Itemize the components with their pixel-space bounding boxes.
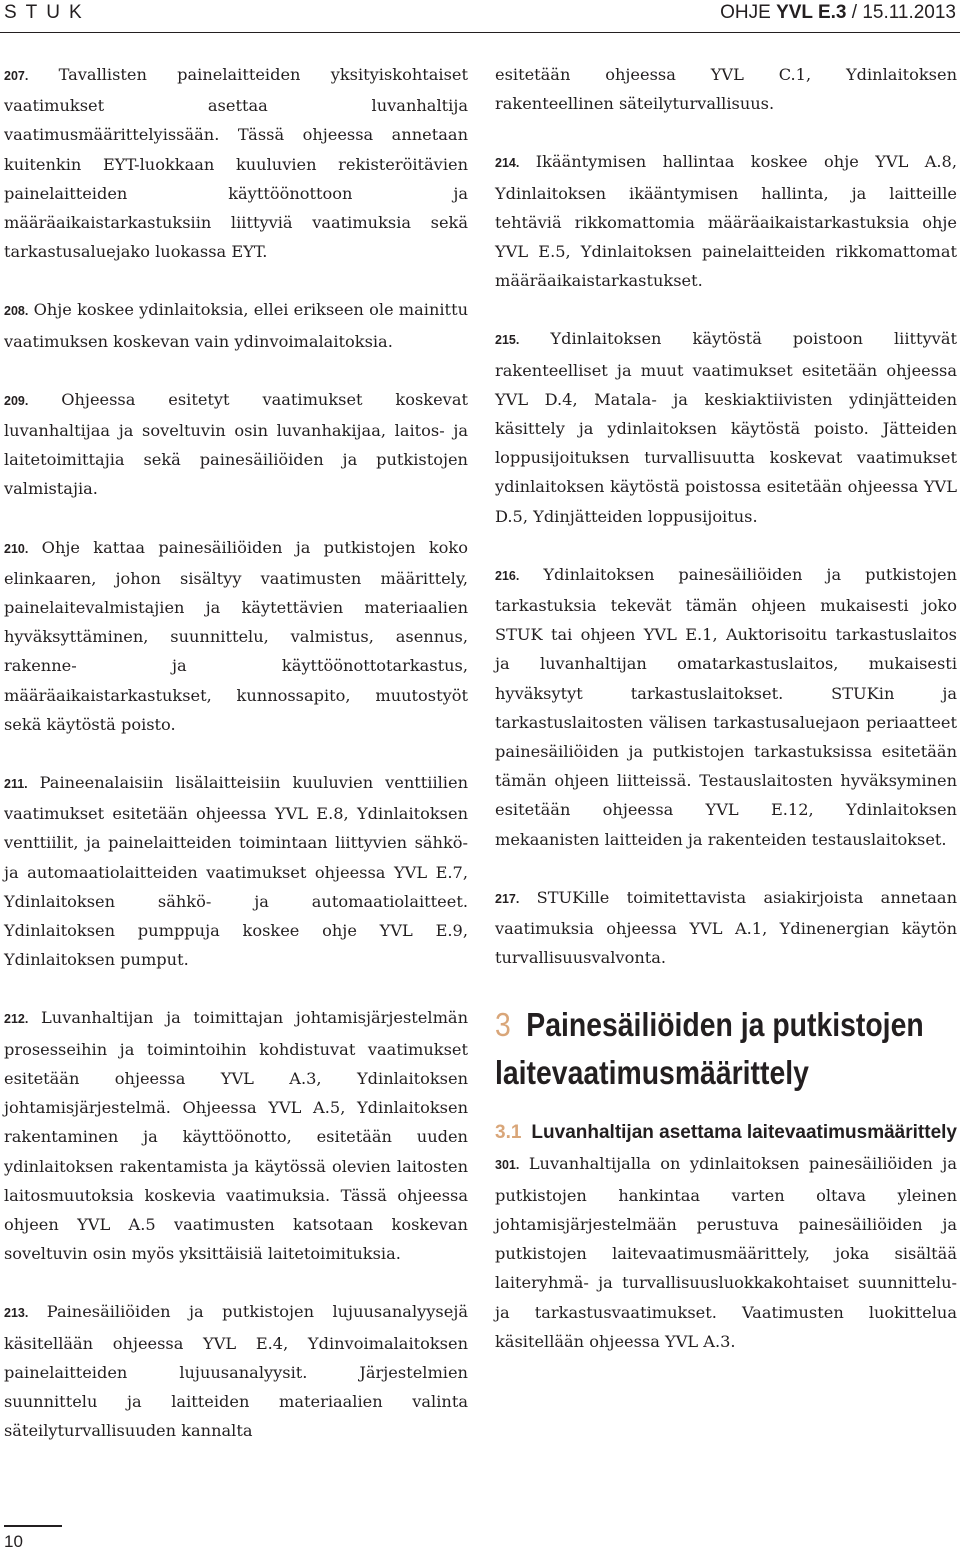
guide-reference: OHJE YVL E.3 / 15.11.2013 — [720, 2, 956, 23]
header-rule — [0, 32, 960, 33]
right-column — [495, 60, 957, 1385]
paragraph-text: Ohje kattaa painesäiliöiden ja putkistojen koko elinkaaren, johon sisältyy vaatimusten määrittely, painelaitevalmistajien ja käytettävien materiaalien hyväksyttäminen, suunnittelu, valmistus, asennus, rakenne- ja käyttöönottotarkastus, määräaikaistarkastukset, kunnossapito, muutostyöt sekä käytöstä poisto. — [4, 537, 468, 734]
page-number: 10 — [4, 1532, 23, 1551]
left-column — [4, 60, 468, 1474]
paragraph-number: 213. — [4, 1306, 29, 1321]
paragraph-text: esitetään ohjeessa YVL C.1, Ydinlaitoksen rakenteellinen säteilyturvallisuus. — [495, 65, 957, 114]
paragraph-text: Ikääntymisen hallintaa koskee ohje YVL A.8, Ydinlaitoksen ikääntymisen hallinta, ja laitteille tehtäviä rikkomattomia määräaikaistarkastuksia ohje YVL E.5, Ydinlaitoksen painelaitteiden rikkomattomat määräaikaistarkastukset. — [495, 152, 957, 291]
paragraph-text: Tavallisten painelaitteiden yksityiskohtaiset vaatimukset asettaa luvanhaltija vaatimusmäärittelyissään. Tässä ohjeessa annetaan kuitenkin EYT-luokkaan kuuluvien rekisteröitävien painelaitteiden käyttöönottoon ja määräaikaistarkastuksiin liittyviä vaatimuksia sekä tarkastusaluejako luokassa EYT. — [4, 65, 468, 262]
paragraph-214 — [495, 147, 957, 295]
paragraph-207 — [4, 60, 468, 266]
paragraph-216 — [495, 560, 957, 854]
guide-prefix: OHJE — [720, 2, 771, 23]
organization-name: STUK — [4, 2, 91, 23]
paragraph-213 — [4, 1297, 468, 1445]
paragraph-number: 207. — [4, 69, 29, 83]
paragraph-number: 214. — [495, 156, 520, 171]
paragraph-215 — [495, 324, 957, 530]
paragraph-number: 301. — [495, 1158, 520, 1173]
paragraph-text: Ohjeessa esitetyt vaatimukset koskevat luvanhaltijaa ja soveltuvin osin luvanhakijaa, laitos- ja laitetoimittajia sekä painesäiliöiden ja putkistojen valmistajia. — [4, 389, 468, 499]
paragraph-number: 215. — [495, 333, 520, 348]
paragraph-209 — [4, 385, 468, 504]
section-number: 3.1 — [495, 1122, 522, 1144]
paragraph-text: Ydinlaitoksen painesäiliöiden ja putkistojen tarkastuksia tekevät tämän ohjeen mukaisesti joko STUK tai ohjeen YVL E.1, Auktorisoitu tarkastuslaitos ja luvanhaltijan omatarkastuslaitos, mukaisesti hyväksytyt tarkastuslaitokset. STUKin ja tarkastuslaitosten välisen tarkastusaluejaon periaatteet painesäiliöiden ja putkistojen tarkastuksissa esitetään tämän ohjeen liitteissä. Testauslaitosten hyväksyminen esitetään ohjeessa YVL E.12, Ydinlaitoksen mekaanisten laitteiden ja rakenteiden testauslaitokset. — [495, 564, 957, 849]
chapter-heading — [495, 1001, 951, 1097]
guide-date: 15.11.2013 — [862, 2, 956, 23]
paragraph-212 — [4, 1003, 468, 1268]
paragraph-text: Painesäiliöiden ja putkistojen lujuusanalyysejä käsitellään ohjeessa YVL E.4, Ydinvoimalaitoksen painelaitteiden lujuusanalyysit. Järjestelmien suunnittelu ja laitteiden materiaalien valinta säteilyturvallisuuden kannalta — [4, 1302, 468, 1441]
paragraph-text: Luvanhaltijalla on ydinlaitoksen painesäiliöiden ja putkistojen hankintaa varten oltava yleinen johtamisjärjestelmään perustuva painesäiliöiden ja putkistojen laitevaatimusmäärittely, joka sisältää laiteryhmä- ja turvallisuusluokkakohtaiset suunnittelu- ja tarkastusvaatimukset. Vaatimusten luokittelua käsitellään ohjeessa YVL A.3. — [495, 1154, 957, 1351]
section-title: Luvanhaltijan asettama laitevaatimusmäärittely — [531, 1122, 957, 1144]
paragraph-number: 208. — [4, 304, 29, 319]
paragraph-text: STUKille toimitettavista asiakirjoista annetaan vaatimuksia ohjeessa YVL A.1, Ydinenergian käytön turvallisuusvalvonta. — [495, 887, 957, 968]
footer-rule — [4, 1525, 62, 1527]
paragraph-211 — [4, 768, 468, 974]
paragraph-number: 212. — [4, 1012, 29, 1027]
paragraph-text: Luvanhaltijan ja toimittajan johtamisjärjestelmän prosesseihin ja toimintoihin kohdistuvat vaatimukset esitetään ohjeessa YVL A.3, Ydinlaitoksen johtamisjärjestelmä. Ohjeessa YVL A.5, Ydinlaitoksen rakentaminen ja käyttöönotto, esitetään uuden ydinlaitoksen rakentamista ja käytössä olevien laitosten laitosmuutoksia koskevia vaatimuksia. Tässä ohjeessa ohjeen YVL A.5 vaatimusten katsotaan koskevan soveltuvin osin myös yksittäisiä laitetoimituksia. — [4, 1008, 468, 1264]
guide-code: YVL E.3 — [776, 2, 847, 23]
chapter-number: 3 — [495, 1006, 511, 1044]
paragraph-number: 217. — [495, 891, 520, 906]
paragraph-213-continued — [495, 60, 957, 118]
paragraph-text: Paineenalaisiin lisälaitteisiin kuuluvien venttiilien vaatimukset esitetään ohjeessa YVL E.8, Ydinlaitoksen venttiilit, ja painelaitteiden toimintaan liittyvien sähkö- ja automaatiolaitteiden vaatimukset ohjeessa YVL E.7, Ydinlaitoksen sähkö- ja automaatiolaitteet. Ydinlaitoksen pumppuja koskee ohje YVL E.9, Ydinlaitoksen pumput. — [4, 773, 468, 970]
paragraph-210 — [4, 533, 468, 739]
paragraph-number: 216. — [495, 568, 520, 583]
paragraph-217 — [495, 883, 957, 973]
paragraph-301 — [495, 1149, 957, 1355]
paragraph-number: 211. — [4, 777, 28, 792]
paragraph-number: 210. — [4, 541, 29, 556]
paragraph-208 — [4, 295, 468, 355]
section-heading-wrap — [495, 1119, 957, 1147]
chapter-title: Painesäiliöiden ja putkistojen laitevaatimusmäärittely — [495, 1006, 924, 1092]
paragraph-number: 209. — [4, 393, 29, 408]
paragraph-text: Ohje koskee ydinlaitoksia, ellei erikseen ole mainittu vaatimuksen koskevan vain ydinvoimalaitoksia. — [4, 300, 468, 351]
section-heading — [495, 1119, 957, 1147]
paragraph-text: Ydinlaitoksen käytöstä poistoon liittyvät rakenteelliset ja muut vaatimukset esitetään ohjeessa YVL D.4, Matala- ja keskiaktiivisten ydinjätteiden käsittely ja ydinlaitoksen käytöstä poisto. Jätteiden loppusijoituksen turvallisuutta koskevat vaatimukset ydinlaitoksen käytöstä poistossa esitetään ohjeessa YVL D.5, Ydinjätteiden loppusijoitus. — [495, 329, 957, 526]
page-header — [0, 0, 960, 30]
